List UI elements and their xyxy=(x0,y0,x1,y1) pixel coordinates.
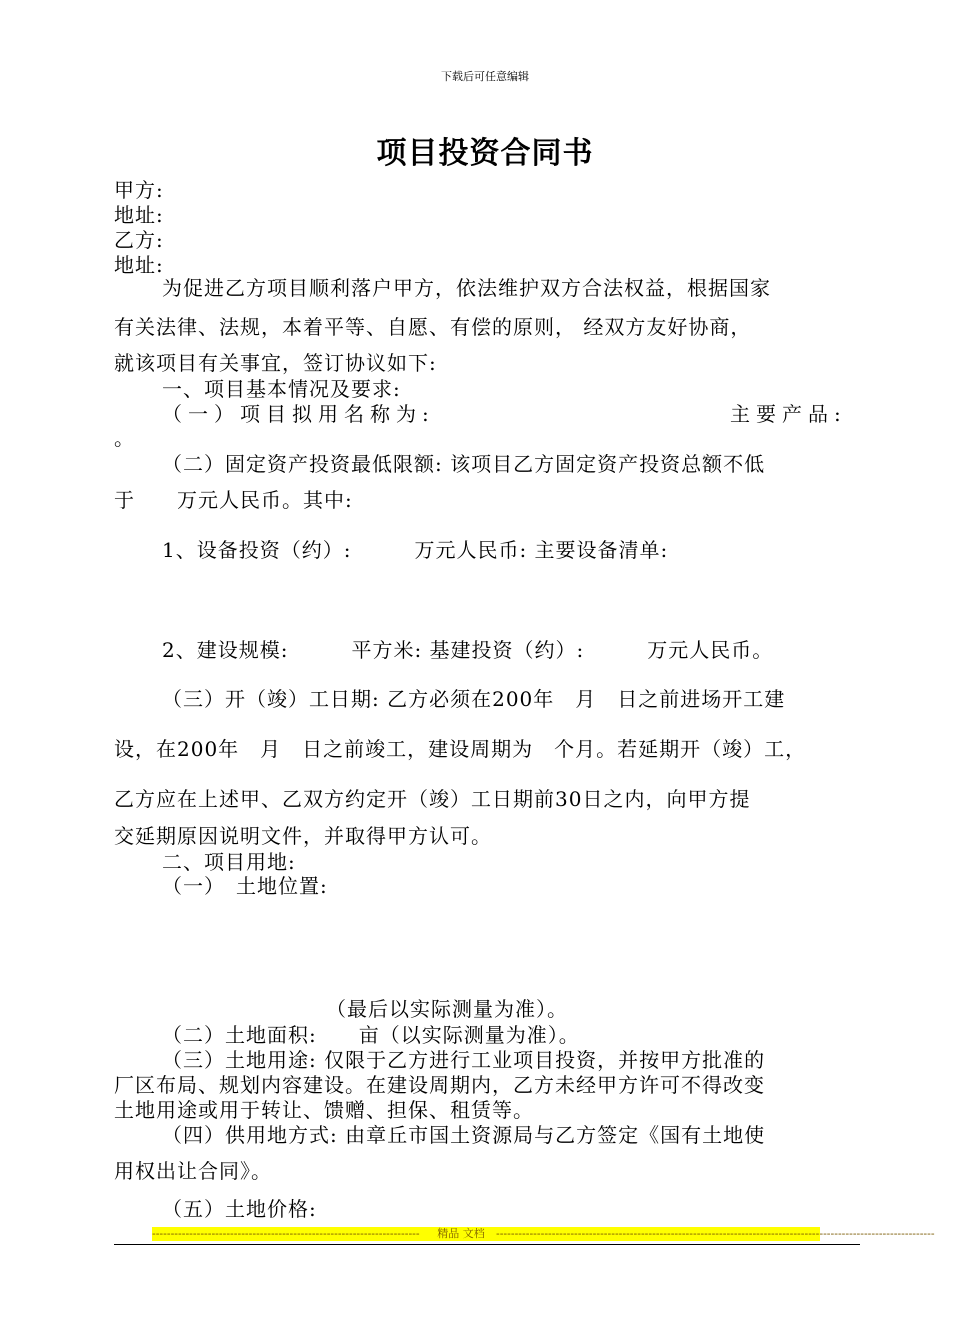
clause-text: 乙方应在上述甲、乙双方约定开（竣）工日期前30日之内，向甲方提 xyxy=(114,787,751,811)
clause-text: 1、设备投资（约）: 万元人民币: 主要设备清单: xyxy=(162,538,669,562)
footer-dashes: ---------------------------------------------------------------------------------------------------------------------- xyxy=(496,1227,935,1240)
section-heading: 一、项目基本情况及要求: xyxy=(162,377,401,401)
intro-line: 为促进乙方项目顺利落户甲方，依法维护双方合法权益，根据国家 xyxy=(162,276,771,300)
clause-text: （四）供用地方式: 由章丘市国土资源局与乙方签定《国有土地使 xyxy=(162,1123,766,1147)
clause-text: 用权出让合同》。 xyxy=(114,1159,272,1183)
clause-text: 主要产品: xyxy=(730,402,847,426)
clause-text: 。 xyxy=(114,426,135,450)
address-a-label: 地址: xyxy=(114,203,164,227)
footer-banner xyxy=(152,1227,935,1241)
clause-text: 设，在200年 月 日之前竣工，建设周期为 个月。若延期开（竣）工， xyxy=(114,737,807,761)
clause-text: （二）土地面积: 亩（以实际测量为准）。 xyxy=(162,1023,580,1047)
clause-text: 于 万元人民币。其中: xyxy=(114,488,353,512)
footer-dashes: ------------------------------------------------------------------------ xyxy=(152,1227,420,1240)
clause-text: （最后以实际测量为准）。 xyxy=(326,997,568,1021)
section-heading: 二、项目用地: xyxy=(162,850,296,874)
clause-text: 土地用途或用于转让、馈赠、担保、租赁等。 xyxy=(114,1098,534,1122)
party-a-label: 甲方: xyxy=(114,178,164,202)
clause-text: 厂区布局、规划内容建设。在建设周期内，乙方未经甲方许可不得改变 xyxy=(114,1073,765,1097)
clause-text: （一）项目拟用名称为: xyxy=(162,402,435,426)
clause-text: （一） 土地位置: xyxy=(162,874,328,898)
address-b-label: 地址: xyxy=(114,253,164,277)
intro-line: 就该项目有关事宜，签订协议如下: xyxy=(114,351,437,375)
clause-text: （三）开（竣）工日期: 乙方必须在200年 月 日之前进场开工建 xyxy=(162,687,786,711)
clause-text: 2、建设规模: 平方米: 基建投资（约）: 万元人民币。 xyxy=(162,638,774,662)
clause-text: （二）固定资产投资最低限额: 该项目乙方固定资产投资总额不低 xyxy=(162,452,766,476)
clause-text: （五）土地价格: xyxy=(162,1197,317,1221)
clause-text: 交延期原因说明文件，并取得甲方认可。 xyxy=(114,824,492,848)
clause-text: （三）土地用途: 仅限于乙方进行工业项目投资，并按甲方批准的 xyxy=(162,1048,766,1072)
footer-rule xyxy=(114,1244,860,1245)
header-note: 下载后可任意编辑 xyxy=(441,70,529,83)
page-title: 项目投资合同书 xyxy=(376,136,594,171)
intro-line: 有关法律、法规，本着平等、自愿、有偿的原则， 经双方友好协商， xyxy=(114,315,752,339)
party-b-label: 乙方: xyxy=(114,228,164,252)
footer-label: 精品 文档 xyxy=(426,1227,496,1241)
